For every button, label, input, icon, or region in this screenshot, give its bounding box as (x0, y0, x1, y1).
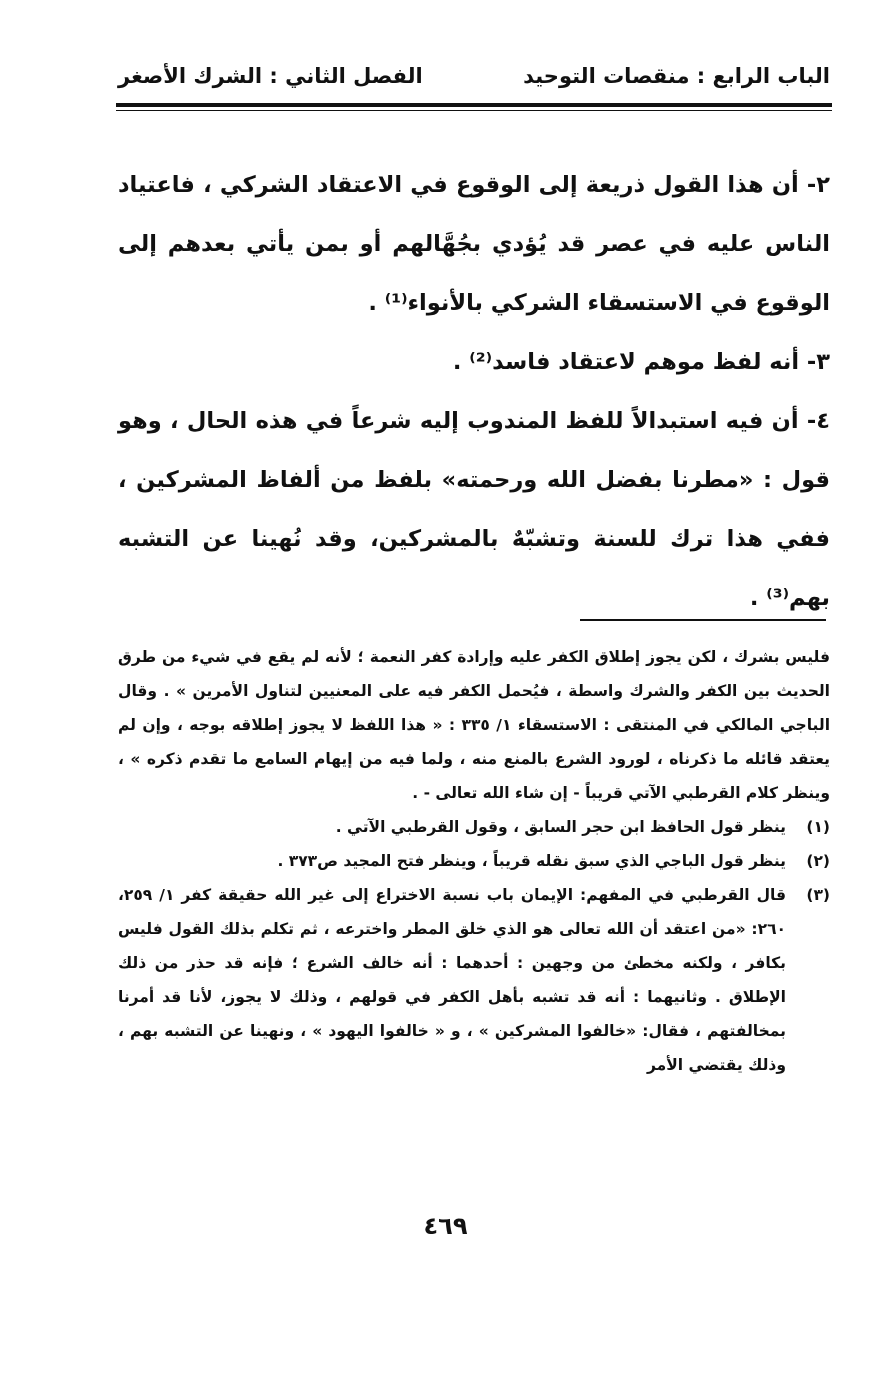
paragraph-3: ٣- أنه لفظ موهم لاعتقاد فاسد⁽²⁾ . (452, 349, 830, 375)
section-title: الفصل الثاني : الشرك الأصغر (118, 64, 423, 88)
footnotes (118, 640, 830, 1082)
footnote-text: قال القرطبي في المفهم: الإيمان باب نسبة الاختراع إلى غير الله حقيقة كفر ١/ ٢٥٩، ٢٦٠: «من اعتقد أن الله تعالى هو الذي خلق المطر واخترعه ، ثم تكلم بذلك القول فليس بكافر ، ولكنه مخطئ من وجهين : أحدهما : أنه خالف الشرع ؛ فإنه قد حذر من ذلك الإطلاق . وثانيهما : أنه قد تشبه بأهل الكفر في قولهم ، وذلك لا يجوز، لأنا قد أمرنا بمخالفتهم ، فقال: «خالفوا المشركين » ، و « خالفوا اليهود » ، ونهينا عن التشبه بهم ، وذلك يقتضي الأمر (118, 886, 786, 1074)
main-text (118, 156, 830, 628)
footnote-separator (580, 619, 826, 621)
header-rule (116, 103, 832, 107)
footnote-number: (٣) (806, 886, 830, 904)
running-header (118, 56, 830, 96)
footnote-1 (118, 810, 830, 844)
header-rule-thin (116, 110, 832, 111)
page-number: ٤٦٩ (423, 1212, 468, 1240)
footnote-continuation: فليس بشرك ، لكن يجوز إطلاق الكفر عليه وإرادة كفر النعمة ؛ لأنه لم يقع في شيء من طرق الحديث بين الكفر والشرك واسطة ، فيُحمل الكفر فيه على المعنيين لتناول الأمرين » . وقال الباجي المالكي في المنتقى : الاستسقاء ١/ ٣٣٥ : « هذا اللفظ لا يجوز إطلاقه بوجه ، وإن لم يعتقد قائله ما ذكرناه ، لورود الشرع بالمنع منه ، ولما فيه من إيهام السامع ما تقدم ذكره » ، وينظر كلام القرطبي الآتي قريباً - إن شاء الله تعالى - . (118, 648, 831, 802)
footnote-2 (118, 844, 830, 878)
footnote-number: (٢) (806, 852, 830, 870)
paragraph-2: ٢- أن هذا القول ذريعة إلى الوقوع في الاعتقاد الشركي ، فاعتياد الناس عليه في عصر قد يُؤدي بجُهَّالهم أو بمن يأتي بعدهم إلى الوقوع في الاستسقاء الشركي بالأنواء⁽¹⁾ . (118, 172, 830, 316)
footnote-3 (118, 878, 830, 1082)
footnote-text: ينظر قول الباجي الذي سبق نقله قريباً ، وينظر فتح المجيد ص٣٧٣ . (277, 852, 786, 870)
footnote-number: (١) (806, 818, 830, 836)
paragraph-4: ٤- أن فيه استبدالاً للفظ المندوب إليه شرعاً في هذه الحال ، وهو قول : «مطرنا بفضل الله ورحمته» بلفظ من ألفاظ المشركين ، ففي هذا ترك للسنة وتشبّهٌ بالمشركين، وقد نُهينا عن التشبه بهم⁽³⁾ . (118, 408, 830, 611)
chapter-title: الباب الرابع : منقصات التوحيد (523, 64, 830, 88)
footnote-text: ينظر قول الحافظ ابن حجر السابق ، وقول القرطبي الآتي . (335, 818, 786, 836)
